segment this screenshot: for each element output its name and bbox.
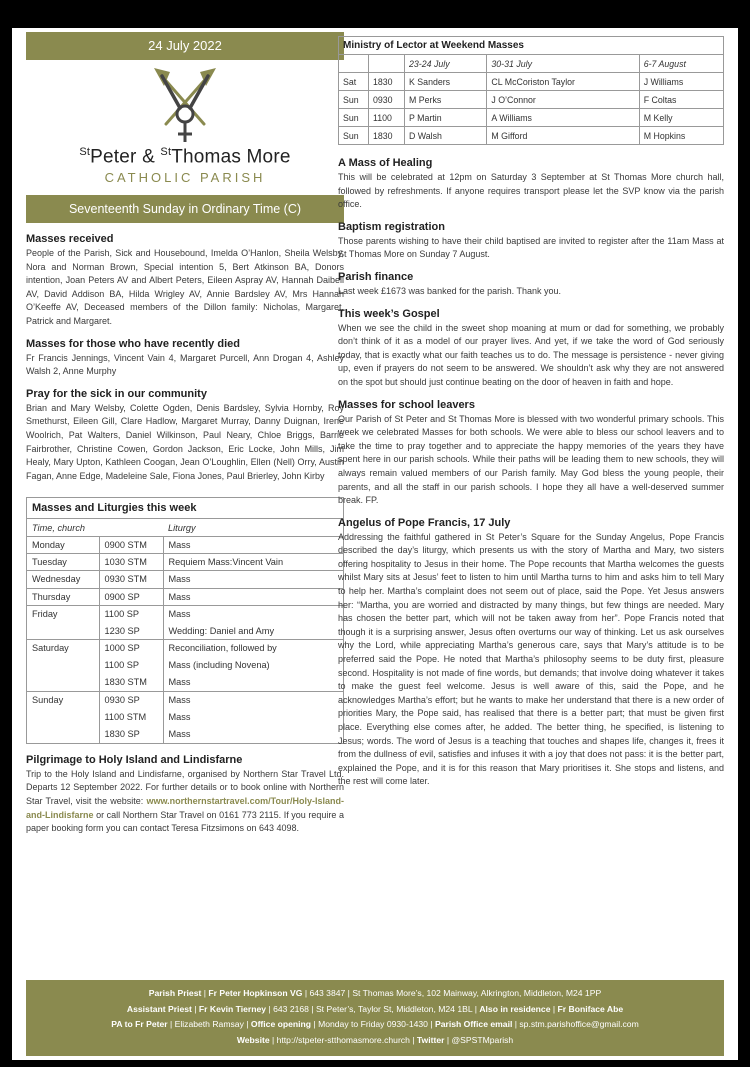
- mass-time: 0930 SP: [99, 691, 163, 708]
- table-row: [27, 537, 343, 554]
- footer-contacts: [26, 980, 724, 1056]
- lector-a: K Sanders: [405, 73, 487, 91]
- mass-time: 1100 SP: [99, 605, 163, 622]
- right-column: [338, 36, 724, 798]
- lector-time: 1830: [369, 73, 405, 91]
- mass-day: [27, 708, 99, 725]
- table-header: [27, 519, 343, 536]
- table-row: [339, 91, 724, 109]
- section-title: Angelus of Pope Francis, 17 July: [338, 516, 511, 529]
- leavers-section: [338, 399, 724, 508]
- mass-time: 0900 SP: [99, 588, 163, 605]
- pilgrimage-section: [26, 754, 344, 836]
- mass-time: 1000 SP: [99, 640, 163, 657]
- section-text: People of the Parish, Sick and Housebound, Imelda O’Hanlon, Sheila Welsby, Nora and Norman Brown, Special intention 5, Bert Atkinson BA, Donors intention, Joan Peters AV and Albert Peters, Eileen Aspray AV, Hannah Daibell AV, David Addison BA, Hilda Wrigley AV, Annie Bardsley AV, Mrs Hannah O’Keeffe AV, Deceased members of the Dillon family: Nicholas, Margaret, Patrick and Margaret.: [26, 248, 344, 326]
- lector-c: M Hopkins: [639, 127, 723, 145]
- mass-day: Saturday: [27, 640, 99, 657]
- left-column: [26, 233, 344, 845]
- mass-liturgy: Mass: [168, 677, 191, 688]
- date-2: 30-31 July: [487, 55, 639, 73]
- mass-day: Thursday: [27, 588, 99, 605]
- mass-time: 0930 STM: [99, 571, 163, 588]
- section-text: When we see the child in the sweet shop moaning at mum or dad for something, we probably don’t think of it as a model of our prayer lives. And yet, if we take the word of God seriously today, that is exactly what our faith teaches us to do. The message is persistence - never giving up, even if prayers do not seem to be answered. We shouldn’t ask why they are not answered on the spot but should just continue beating on the door of heaven in faith and hope.: [338, 322, 724, 387]
- mass-liturgy: Mass: [168, 729, 191, 740]
- lector-b: M Gifford: [487, 127, 639, 145]
- table-row: [27, 554, 343, 571]
- email-link[interactable]: sp.stm.parishoffice@gmail.com: [519, 1019, 639, 1030]
- col-liturgy-header: Liturgy: [168, 522, 196, 533]
- mass-liturgy: Requiem Mass:Vincent Vain: [163, 554, 343, 571]
- mass-liturgy: Mass: [163, 605, 343, 622]
- pilgrimage-link[interactable]: www.northernstartravel.com/Tour/Holy-Island-and-Lindisfarne: [26, 795, 344, 820]
- lector-a: M Perks: [405, 91, 487, 109]
- table-row: [339, 109, 724, 127]
- mass-time: 1830 STM: [99, 674, 163, 691]
- crossed-keys-axes-icon: [150, 66, 220, 144]
- table-row: [27, 726, 343, 743]
- lector-time: 1100: [369, 109, 405, 127]
- table-row: [339, 127, 724, 145]
- section-text: Those parents wishing to have their child baptised are invited to register after the 11am Mass at St Thomas More on Sunday 7 August.: [338, 235, 724, 260]
- mass-time: 1030 STM: [99, 554, 163, 571]
- mass-liturgy: Wedding: Daniel and Amy: [168, 625, 275, 636]
- mass-time: 0900 STM: [99, 537, 163, 554]
- section-title: Masses received: [26, 233, 114, 245]
- mass-time: 1830 SP: [99, 726, 163, 743]
- mass-liturgy: Mass: [163, 571, 343, 588]
- masses-received-section: [26, 233, 344, 329]
- mass-day: [27, 726, 99, 743]
- gospel-section: [338, 308, 724, 390]
- section-title: Baptism registration: [338, 220, 445, 233]
- lector-b: CL McCoriston Taylor: [487, 73, 639, 91]
- mass-liturgy: Reconciliation, followed by: [163, 640, 343, 657]
- baptism-section: [338, 221, 724, 262]
- section-text: Fr Francis Jennings, Vincent Vain 4, Margaret Purcell, Ann Drogan 4, Ashley Walsh 2, Anne Murphy: [26, 352, 344, 377]
- mass-day: Tuesday: [27, 554, 99, 571]
- table-row: [27, 657, 343, 674]
- mass-liturgy: Mass (including Novena): [168, 660, 270, 671]
- twitter-link[interactable]: @SPSTMparish: [451, 1034, 514, 1045]
- table-row: [27, 640, 343, 657]
- col-time-header: Time, church: [32, 522, 86, 533]
- footer-line-3: PA to Fr Peter | Elizabeth Ramsay | Office opening | Monday to Friday 0930-1430 | Parish Office email | sp.stm.parishoffice@gmail.com: [111, 1019, 639, 1030]
- section-text: Brian and Mary Welsby, Colette Ogden, Denis Bardsley, Sylvia Hornby, Roy Smethurst, Eileen Gill, Clare Hadlow, Margaret Murray, Danny Duignan, Irene Woolrich, Pat Walters, Daniel Wilkinson, Paul Neary, Chloe Briggs, Barrie Fairbrother, Christine Cowen, Gordon Jackson, Eric Locke, John Mills, Jim Healy, Mary Upton, Kathleen Coogan, Jean O’Loughlin, Ellen (Nell) Orry, Austin Fagan, Anne Edge, Madeleine Sale, Fiona Jones, Paul Brierley, John Kirby: [26, 402, 344, 481]
- section-title: A Mass of Healing: [338, 157, 433, 169]
- table-row: [27, 691, 343, 708]
- lector-c: F Coltas: [639, 91, 723, 109]
- lector-a: D Walsh: [405, 127, 487, 145]
- mass-day: Sunday: [27, 691, 99, 708]
- table-row: [27, 674, 343, 691]
- date-3: 6-7 August: [639, 55, 723, 73]
- table-row: [27, 588, 343, 605]
- lector-a: P Martin: [405, 109, 487, 127]
- section-title: Pilgrimage to Holy Island and Lindisfarne: [26, 753, 243, 766]
- website-link[interactable]: http://stpeter-stthomasmore.church: [276, 1034, 410, 1045]
- lector-time: 1830: [369, 127, 405, 145]
- lector-time: 0930: [369, 91, 405, 109]
- finance-section: [338, 271, 724, 299]
- section-title: Masses for those who have recently died: [26, 337, 240, 350]
- masses-week-title: Masses and Liturgies this week: [27, 498, 343, 519]
- table-row: [27, 571, 343, 588]
- section-title: Masses for school leavers: [338, 398, 475, 411]
- lector-title: Ministry of Lector at Weekend Masses: [339, 37, 724, 55]
- section-text: This will be celebrated at 12pm on Saturday 3 September at St Thomas More church hall, followed by refreshments. If anyone requires transport please let the SVP know via the parish office.: [338, 172, 724, 210]
- mass-day: [27, 622, 99, 639]
- table-row: [339, 73, 724, 91]
- section-title: Pray for the sick in our community: [26, 387, 207, 400]
- lector-day: Sun: [339, 127, 369, 145]
- mass-liturgy: Mass: [163, 588, 343, 605]
- parish-subtitle: CATHOLIC PARISH: [104, 170, 266, 186]
- mass-day: Wednesday: [27, 571, 99, 588]
- table-row: [27, 605, 343, 622]
- mass-liturgy: Mass: [163, 537, 343, 554]
- section-text: Last week £1673 was banked for the parish. Thank you.: [338, 285, 561, 296]
- date-banner: 24 July 2022: [26, 32, 344, 60]
- healing-section: [338, 157, 724, 212]
- lector-day: Sat: [339, 73, 369, 91]
- lector-b: A Williams: [487, 109, 639, 127]
- lector-day: Sun: [339, 109, 369, 127]
- footer-line-1: Parish Priest | Fr Peter Hopkinson VG | 643 3847 | St Thomas More’s, 102 Mainway, Alkrington, Middleton, M24 1PP: [148, 988, 602, 998]
- mass-day: [27, 674, 99, 691]
- masses-week-table: [27, 519, 343, 742]
- mass-day: [27, 657, 99, 674]
- table-row: [27, 708, 343, 725]
- mass-day: Friday: [27, 605, 99, 622]
- date-1: 23-24 July: [405, 55, 487, 73]
- lector-dates-row: [339, 55, 724, 73]
- section-text: Addressing the faithful gathered in St Peter’s Square for the Sunday Angelus, Pope Francis described the day’s liturgy, which presents us with the story of Martha and Mary, two sisters offering hospitality to Jesus in their home. The Pope recounts that Martha welcomes the guests whilst Mary sits at Jesus’ feet to listen to him until Martha turns to him and asks him to tell Mary to help her. Martha’s complaint does not seem out of place, said the Pope. Yet Jesus answers her: “Martha, you are worried and distracted by many things, but few things are needed. Mary has chosen the better part, which will not be taken away from her”. Pope Francis noted that though it is a surprising answer, Jesus often overturns our way of thinking. Let us ask ourselves why the Lord, while appreciating Martha’s generous care, says that Mary’s attitude is to be preferred said the Pope. He noted that Martha’s philosophy seems to be duty first, pleasure second. Hospitality is not made of fine words, but demands; that involve doing whatever it takes to make the guest feel welcome. Jesus is well aware of this, said the Pope, and he acknowledges Martha’s effort; but he wants to make her understand that there is a new order of priorities Mary, the Pope said, has realised that there is a better part; that must be given first place. Everything else comes after, he added. The better thing, he specified, is listening to Jesus; words. The word of Jesus is a teaching that touches and shapes life, changes it, frees it from the dullness of evil, satisfies and infuses it with a joy that does not pass: it is the better part, explained the Pope, and it is for this reason that Mary prioritises it. She stops and listens, and the rest will come later.: [338, 531, 724, 787]
- section-title: This week’s Gospel: [338, 307, 440, 320]
- masses-week-box: [26, 497, 344, 743]
- parish-name: $^{St}$Peter & $^{St}$Thomas More: [79, 146, 291, 168]
- lector-day: Sun: [339, 91, 369, 109]
- mass-time: 1100 SP: [99, 657, 163, 674]
- mass-time: 1100 STM: [99, 708, 163, 725]
- footer-line-2: Assistant Priest | Fr Kevin Tierney | 643 2168 | St Peter’s, Taylor St, Middleton, M24 1BL | Also in residence | Fr Boniface Abe: [126, 1003, 624, 1014]
- section-text: Trip to the Holy Island and Lindisfarne, organised by Northern Star Travel Ltd. Departs 12 September 2022. For further details or to book online with Northern Star Travel, visit the website: www.northernstartravel.com/Tour/Holy-Island-and-Lindisfarne or call Northern Star Travel on 0161 773 2115. If you require a paper booking form you can contact Teresa Fitzsimons on 643 4098.: [26, 768, 344, 834]
- section-title: Parish finance: [338, 270, 414, 283]
- sick-section: [26, 388, 344, 484]
- mass-liturgy: Mass: [168, 711, 191, 722]
- lector-c: J Williams: [639, 73, 723, 91]
- mass-liturgy: Mass: [163, 691, 343, 708]
- recently-died-section: [26, 338, 344, 379]
- bulletin-page: [12, 28, 738, 1060]
- section-text: Our Parish of St Peter and St Thomas More is blessed with two wonderful primary schools. This week we celebrated Masses for both schools. We were able to bless our school leavers and to take the time to pray together and to appreciate the happy memories of the years they have spent here in our parish schools. While their paths will be leading them to new schools, they will always remain valued members of our Parish family. May God bless the young people, their parents, and all the staff in our parish schools. I hope they all have a well-deserved summer break. FP.: [338, 413, 724, 506]
- footer-line-4: Website | http://stpeter-stthomasmore.church | Twitter | @SPSTMparish: [236, 1034, 514, 1045]
- lector-table: [338, 36, 724, 145]
- sunday-banner: Seventeenth Sunday in Ordinary Time (C): [26, 195, 344, 223]
- angelus-section: [338, 517, 724, 789]
- lector-c: M Kelly: [639, 109, 723, 127]
- mass-time: 1230 SP: [99, 622, 163, 639]
- lector-b: J O’Connor: [487, 91, 639, 109]
- table-row: [27, 622, 343, 639]
- mass-day: Monday: [27, 537, 99, 554]
